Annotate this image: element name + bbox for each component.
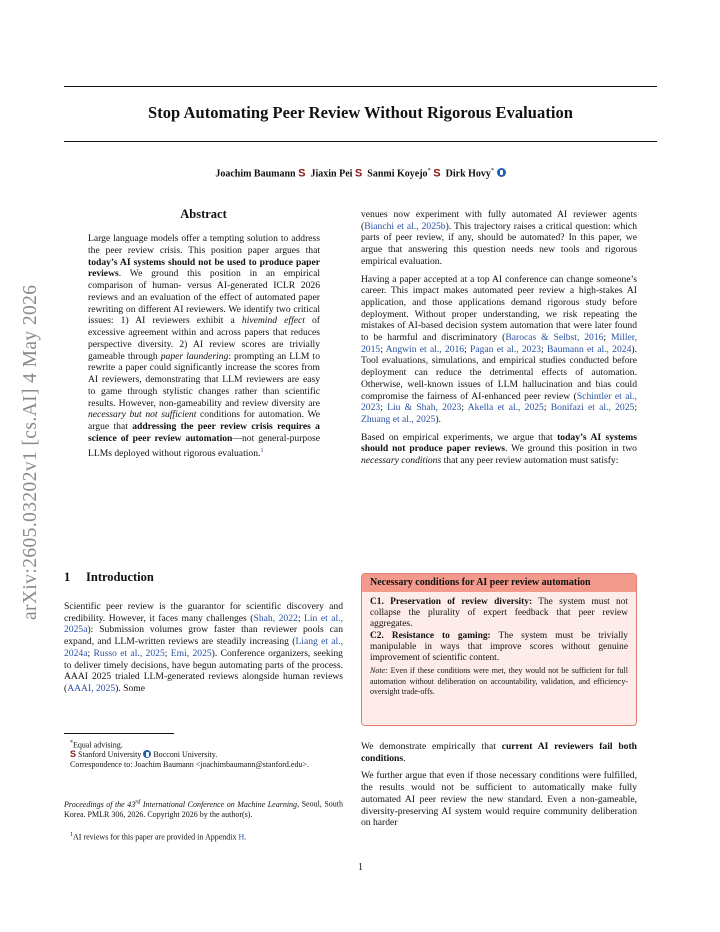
condition-c1: C1. Preservation of review diversity: The system must not collapse the plurality of expert feedback that peer review aggregates. <box>370 597 628 630</box>
citation-link[interactable]: Akella et al., 2025 <box>467 402 544 414</box>
citation-link[interactable]: Baumann et al., 2024 <box>547 343 632 355</box>
author-name: Joachim Baumann <box>215 168 296 180</box>
abstract-body: Large language models offer a tempting solution to address the peer review crisis. This position paper argues that today’s AI systems should not be used to produce paper reviews. We ground this position in an empirical comparison of human- versus AI-generated ICLR 2026 reviews and an evaluation of the effect of automated paper rewriting on different AI reviewers. We identify two critical issues: 1) AI reviewers exhibit a hivemind effect of excessive agreement within and across papers that reduces perspective diversity. 2) AI review scores are trivially gameable through paper laundering: prompting an LLM to rewrite a paper could significantly increase the scores from AI reviewers, demonstrating that LLM reviewers are easy to game through stylistic changes rather than scientific results. However, non-gameability and review diversity are necessary but not sufficient conditions for automation. We argue that addressing the peer review crisis requires a science of peer review automation—not general-purpose LLMs deployed without rigorous evaluation.$^1$ <box>88 233 321 459</box>
necessary-conditions-box <box>361 573 637 726</box>
citation-link[interactable]: Miller, 2015 <box>361 332 637 355</box>
citation-link[interactable]: Emi, 2025 <box>170 647 212 659</box>
equal-advising-mark: * <box>490 167 495 174</box>
citation-link[interactable]: Zhuang et al., 2025 <box>361 413 436 425</box>
footnote-rule <box>64 733 174 734</box>
title-rule-top <box>64 86 657 87</box>
paragraph: We demonstrate empirically that current AI reviewers fail both conditions. <box>361 741 637 764</box>
author-list <box>64 167 657 179</box>
right-column-text-lower <box>361 741 637 829</box>
paper-title: Stop Automating Peer Review Without Rigorous Evaluation <box>147 103 574 122</box>
paragraph: venues now experiment with fully automated AI reviewer agents (Bianchi et al., 2025b). This trajectory raises a critical question: which parts of peer review, if any, should be automated? In this paper, we argue that answering this question needs new tools and rigorous empirical evaluation. <box>361 209 637 267</box>
author-name: Dirk Hovy <box>445 168 491 180</box>
footnote-correspondence: Correspondence to: Joachim Baumann <joachimbaumann@stanford.edu>. <box>70 760 309 769</box>
arxiv-stamp: arXiv:2605.03202v1 [cs.AI] 4 May 2026 <box>20 284 41 620</box>
author-name: Sanmi Koyejo <box>367 168 428 180</box>
citation-link[interactable]: Pagan et al., 2023 <box>470 343 542 355</box>
bocconi-logo-icon <box>497 168 506 177</box>
footnote-equal-advising: *Equal advising. <box>70 740 123 750</box>
citation-link[interactable]: Angwin et al., 2016 <box>385 343 465 355</box>
citation-link[interactable]: Russo et al., 2025 <box>93 647 165 659</box>
intro-paragraph: Scientific peer review is the guarantor for scientific discovery and credibility. However, it faces many challenges (Shah, 2022; Lin et al., 2025a): Submission volumes grow faster than reviewer pools can expand, and LLM-written reviews are steadily increasing (Liang et al., 2024a; Russo et al., 2025; Emi, 2025). Conference organizers, seeking to deliver timely decisions, have begun automating parts of the process. AAAI 2025 trialed LLM-generated reviews alongside human reviews (AAAI, 2025). Some <box>64 601 343 694</box>
title-rule-bottom <box>64 141 657 142</box>
box-note: Note: Even if these conditions were met, they would not be sufficient for full automation without deliberation on accountability, validation, and efficiency-oversight trade-offs. <box>370 666 628 697</box>
author-name: Jiaxin Pei <box>310 168 353 180</box>
paragraph: We further argue that even if those necessary conditions were fulfilled, the results would not be sufficient to automatically make fully automated AI peer review the new standard. Even a non-gameable, diversity-preserving AI system would require community deliberation on harder <box>361 770 637 829</box>
citation-link[interactable]: Barocas & Selbst, 2016 <box>505 332 604 344</box>
citation-link[interactable]: Lin et al., 2025a <box>64 612 343 636</box>
appendix-link[interactable]: H <box>238 832 245 842</box>
section-heading-introduction: 1 Introduction <box>64 570 154 584</box>
bocconi-logo-icon <box>143 750 151 758</box>
stanford-logo-icon: S <box>70 749 77 759</box>
footnote-affiliations: S Stanford University Bocconi University. <box>70 749 218 759</box>
citation-link[interactable]: Liang et al., 2024a <box>64 636 343 659</box>
condition-c2: C2. Resistance to gaming: The system must be trivially manipulable in ways that improve scores without genuine improvement of scientific content. <box>370 630 628 664</box>
footnote-proceedings: Proceedings of the 43rd International Conference on Machine Learning, Seoul, South Korea. PMLR 306, 2026. Copyright 2026 by the author(s). <box>64 799 343 819</box>
page-number: 1 <box>358 862 363 873</box>
stanford-logo-icon: S <box>298 167 306 180</box>
citation-link[interactable]: Bianchi et al., 2025b <box>364 220 446 232</box>
abstract-heading: Abstract <box>180 207 227 221</box>
right-column-text <box>361 209 637 467</box>
citation-link[interactable]: AAAI, 2025 <box>67 682 116 694</box>
citation-link[interactable]: Liu & Shah, 2023 <box>387 402 462 414</box>
stanford-logo-icon: S <box>354 167 363 180</box>
equal-advising-mark: * <box>427 167 431 174</box>
footnote-link[interactable]: 1 <box>260 446 264 454</box>
paragraph: Having a paper accepted at a top AI conference can change someone’s career. This impact makes automated peer review a high-stakes AI application, and those applications demand rigorous study before deployment. Without proper understanding, we risk repeating the mistakes of AI-based decision system automation that were later found to be harmful and discriminatory (Barocas & Selbst, 2016; Miller, 2015; Angwin et al., 2016; Pagan et al., 2023; Baumann et al., 2024). Tool evaluations, simulations, and empirical studies conducted before deployment can reduce the detrimental effects of automation. Otherwise, well-known issues of LLM hallucination and bias could compromise the fairness of AI-enhanced peer review (Schintler et al., 2023; Liu & Shah, 2023; Akella et al., 2025; Bonifazi et al., 2025; Zhuang et al., 2025). <box>361 273 637 425</box>
citation-link[interactable]: Schintler et al., 2023 <box>361 390 637 414</box>
box-heading: Necessary conditions for AI peer review automation <box>362 574 636 592</box>
stanford-logo-icon: S <box>433 167 441 180</box>
footnote-1: $^1$AI reviews for this paper are provided in Appendix H. <box>70 832 247 842</box>
citation-link[interactable]: Shah, 2022 <box>253 612 298 624</box>
citation-link[interactable]: Bonifazi et al., 2025 <box>550 402 635 414</box>
paragraph: Based on empirical experiments, we argue that today’s AI systems should not produce paper reviews. We ground this position in two necessary conditions that any peer review automation must satisfy: <box>361 431 637 467</box>
